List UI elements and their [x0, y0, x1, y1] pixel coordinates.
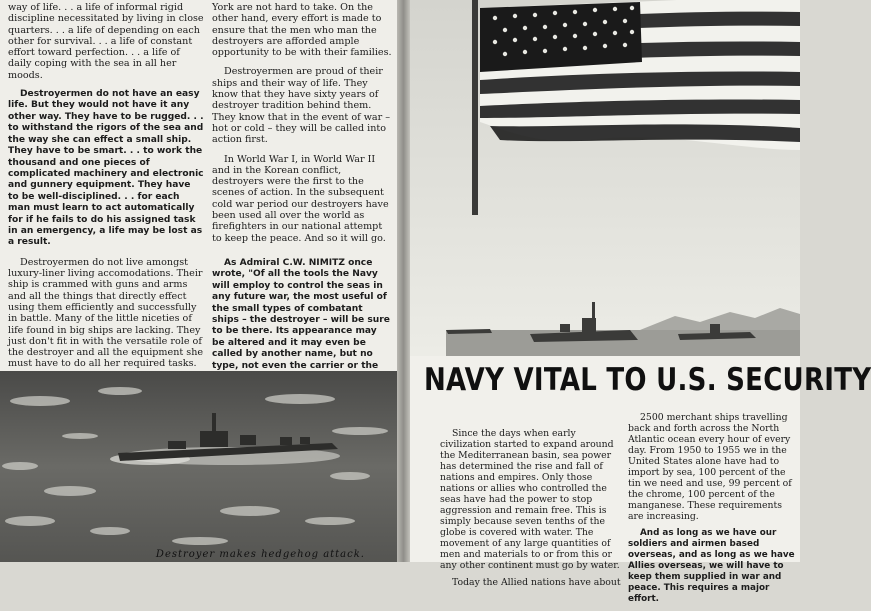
right-column-1	[440, 428, 622, 594]
left-page	[0, 0, 397, 562]
nimitz-quote: As Admiral C.W. NIMITZ once wrote, "Of all the tools the Navy will employ to control the seas in any future war, the most useful of the small types of combatant ships – the destroyer – will be sure to be there. Its appearance may be altered and it may even be called by another name, but no type, not even the carrier or the	[212, 257, 390, 371]
paragraph: In World War I, in World War II and in the Korean conflict, destroyers were the first to the scenes of action. In the subsequent cold war period our destroyers have been used all over the world as firefighters in our national attempt to keep the peace. And so it will go.	[212, 153, 389, 244]
headline: NAVY VITAL TO U.S. SECURITY	[424, 362, 871, 398]
paragraph: way of life. . . a life of informal rigid discipline necessitated by living in close quarters. . . a life of depending on each other for survival. . . a life of constant effort toward perfection. . . a life of daily coping with the sea in all her moods.	[8, 2, 204, 81]
paragraph: 2500 merchant ships travelling back and forth across the North Atlantic ocean every hour of every day. From 1950 to 1955 we in the United States alone have had to import by sea, 100 percent of the tin we need and use, 99 percent of the chrome, 100 percent of the manganese. These requirements are increasing.	[628, 412, 792, 522]
flag-photo-image	[410, 0, 800, 356]
paragraph: Since the days when early civilization started to expand around the Mediterranean basin, sea power has determined the rise and fall of nations and empires. Only those nations or allies who controlled the seas have had the power to stop aggression and remain free. This is simply because seven tenths of the globe is covered with water. The movement of any large quantities of men and materials to or from this or any other continent must go by water.	[440, 428, 620, 571]
paragraph-bold: Destroyermen do not have an easy life. But they would not have it any other way. They have to be rugged. . . to withstand the rigors of the sea and the way she can effect a small ship. They have to be smart. . . to work the thousand and one pieces of complicated machinery and electronic and gunnery equipment. They have to be well-disciplined. . . for each man must learn to act automatically for if he fails to do his assigned task in an emergency, a life may be lost as a result.	[8, 89, 204, 248]
paragraph: Destroyermen do not live amongst luxury-liner living accomodations. Their ship is crammed with guns and arms and all the things that directly effect using them efficiently and successfully in battle. Many of the little niceties of life found in big ships are lacking. They just don't fit in with the versatile role of the destroyer and all the equipment she must have to do all her required tasks.	[8, 256, 204, 370]
paragraph: Destroyermen are proud of their ships and their way of life. They know that they have sixty years of destroyer tradition behind them. They know that in the event of war – hot or cold – they will be called into action first.	[212, 66, 391, 146]
page-gutter	[397, 0, 410, 562]
right-column-2	[628, 412, 796, 611]
left-column-2	[212, 2, 392, 433]
paragraph: York are not hard to take. On the other hand, every effort is made to ensure that the men who man the destroyers are afforded ample opportunity to be with their families.	[212, 2, 392, 59]
flag-photo	[410, 0, 800, 356]
paragraph: Today the Allied nations have about	[452, 577, 621, 588]
photo-caption: Destroyer makes hedgehog attack.	[155, 549, 365, 560]
destroyer-photo	[0, 371, 397, 562]
left-column-1	[8, 2, 204, 431]
destroyer-photo-image	[0, 371, 397, 562]
paragraph-bold: And as long as we have our soldiers and airmen based overseas, and as long as we have Allies overseas, we will have to keep them supplied in war and peace. This requires a major effort.	[628, 528, 795, 604]
right-page	[410, 0, 871, 604]
